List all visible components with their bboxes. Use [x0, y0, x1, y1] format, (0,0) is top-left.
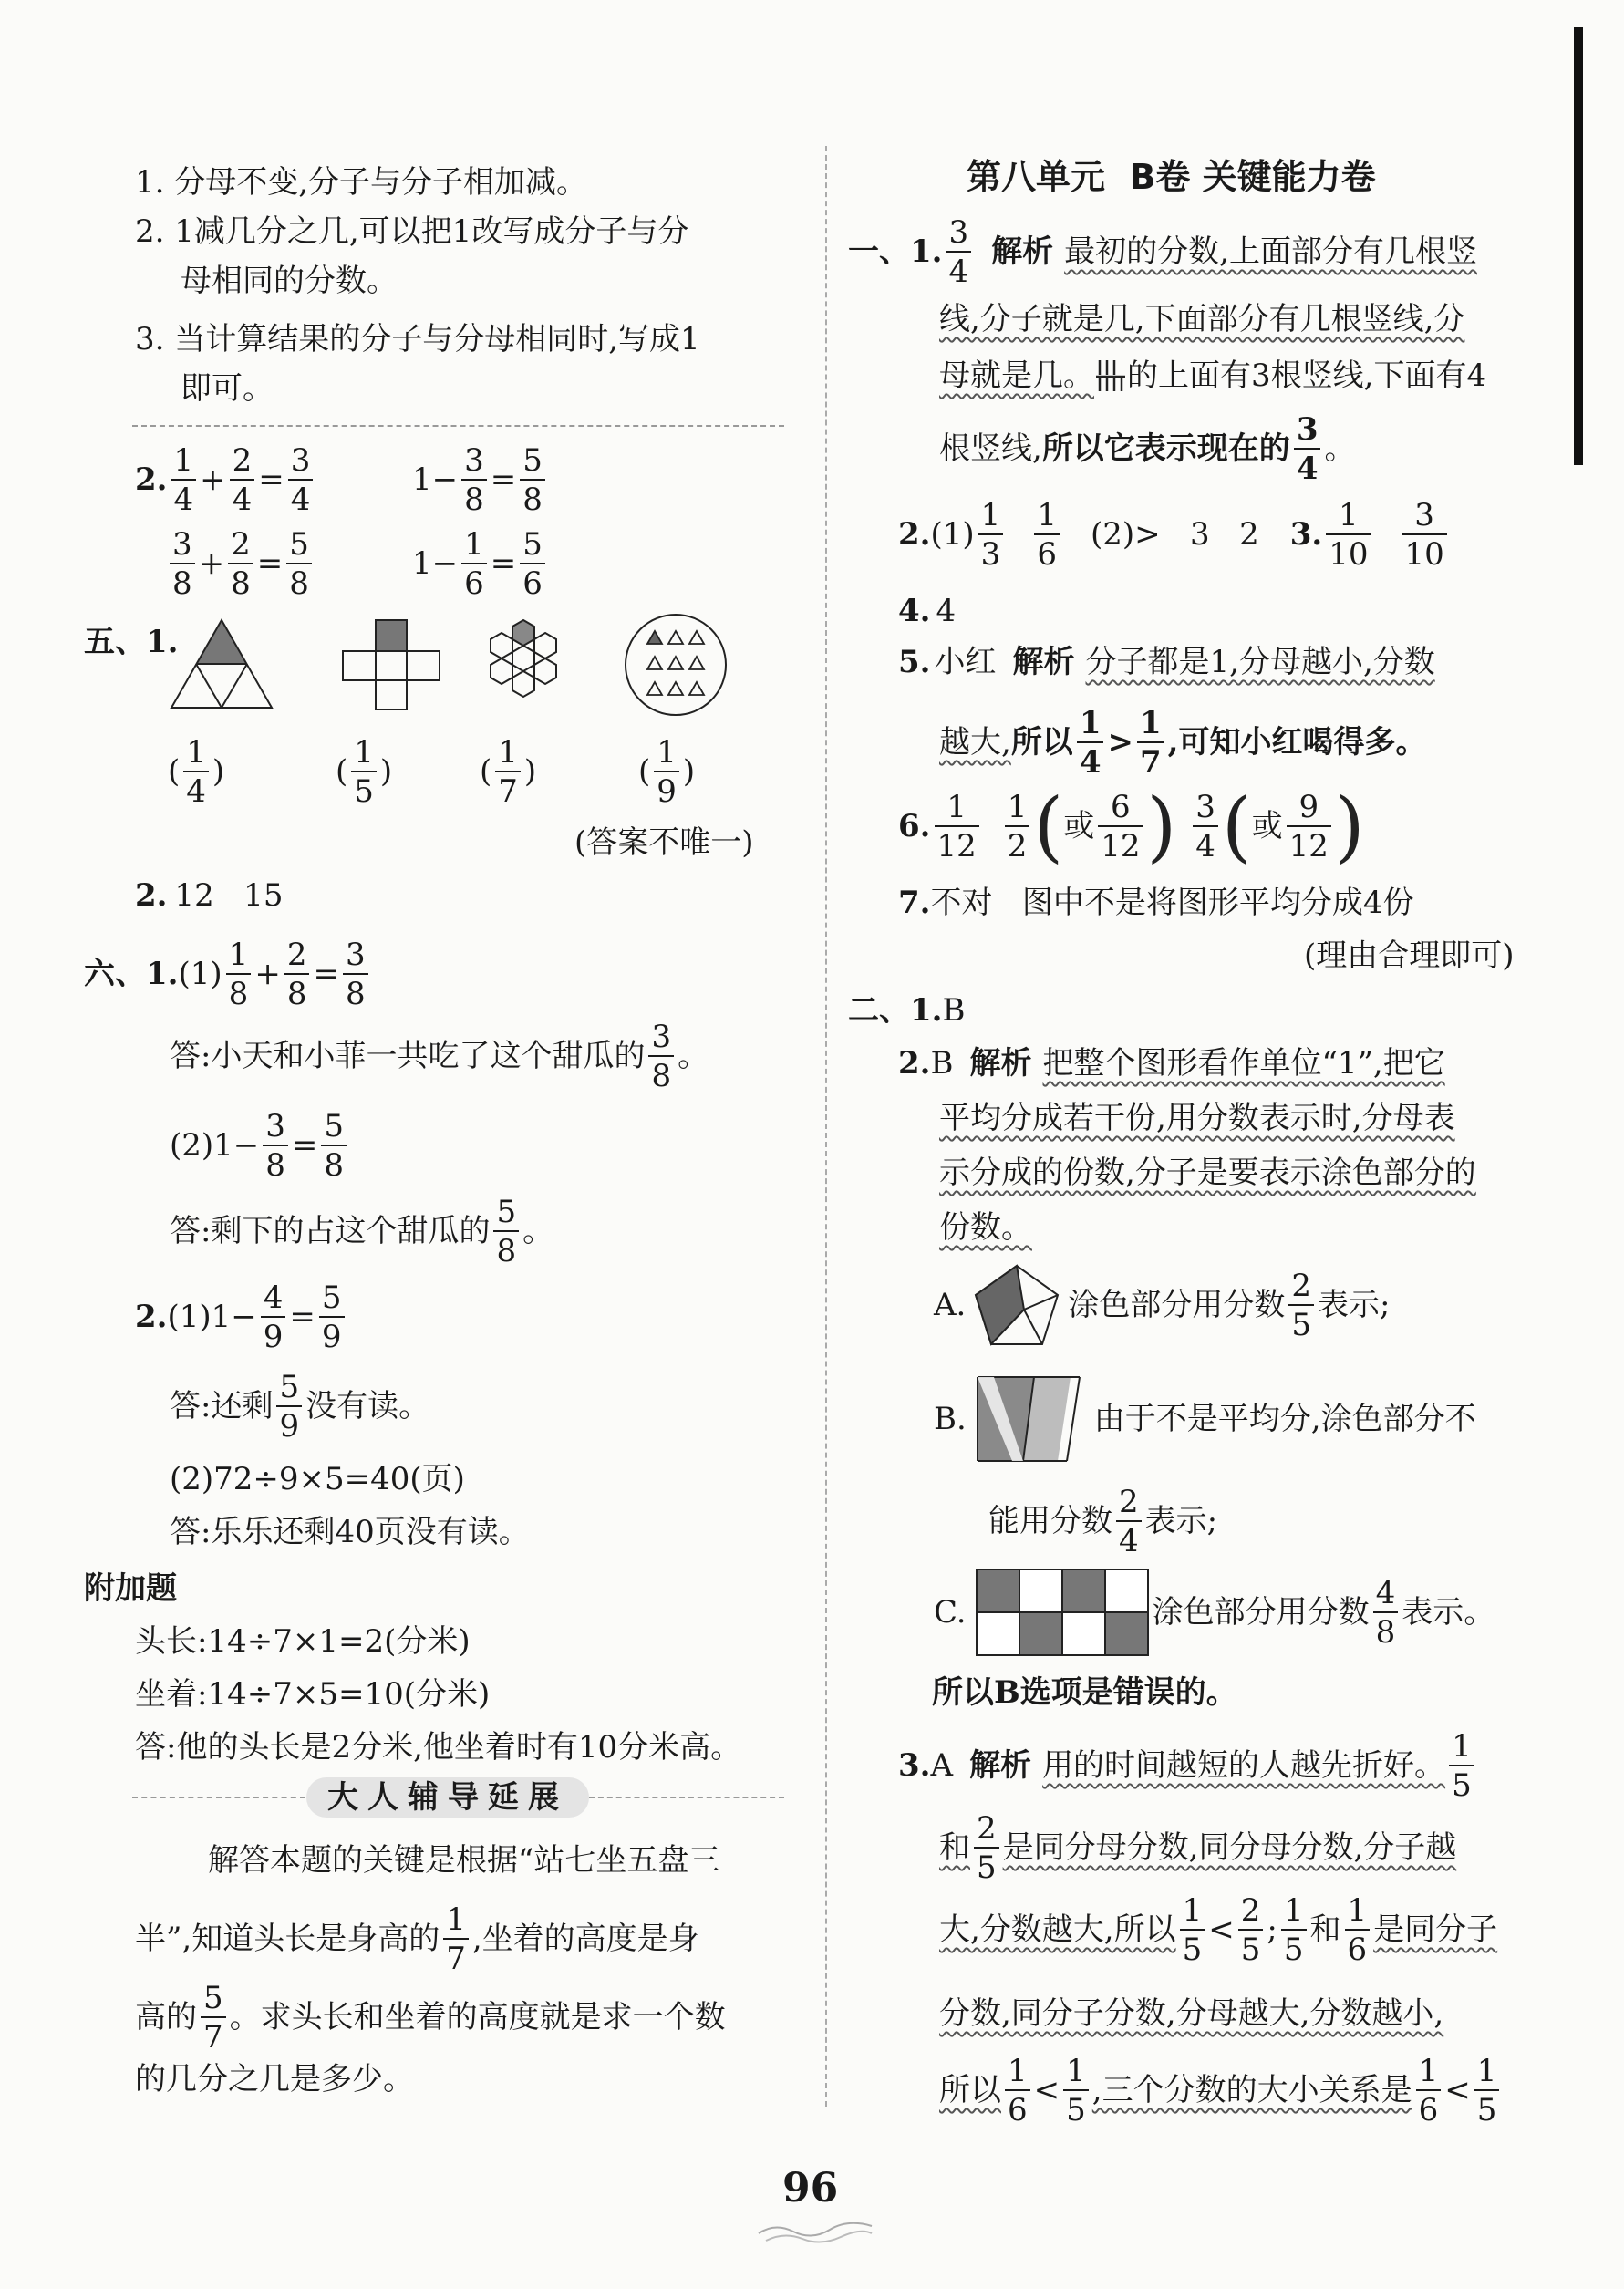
- answer-line: 答:小天和小菲一共吃了这个甜瓜的 3 8 。: [170, 1019, 709, 1094]
- extra-title: 附加题: [84, 1570, 177, 1607]
- extra-line: 答:他的头长是2分米,他坐着时有10分米高。: [135, 1729, 742, 1766]
- dashed-separator: [589, 1797, 784, 1798]
- option-a: A. 涂色部分用分数 2 5 表示;: [934, 1262, 1390, 1348]
- equation: 2. (1)1− $\frac{4}{9}$ = $\frac{5}{9}$: [135, 1282, 348, 1352]
- answer-line: 2. (1) 1 3 1 6 (2)> 3 2 3. 1 10 3 10: [898, 500, 1451, 570]
- triangle-figure: [168, 616, 275, 711]
- hexagon-figure: [480, 616, 567, 711]
- checker-grid-figure: [976, 1569, 1149, 1656]
- answer-line: 一、1. 3 4 解析 最初的分数,上面部分有几根竖: [848, 214, 1477, 290]
- circle-triangles-figure: [622, 611, 729, 719]
- answer-line: 2. B 解析 把整个图形看作单位“1”,把它: [898, 1045, 1445, 1082]
- equation: 3 8 + $\frac{2}{8}$ = $\frac{5}{8}$: [166, 529, 315, 599]
- page-title: 第八单元 B卷 关键能力卷: [967, 157, 1376, 197]
- explain-line: 所以 1 6 < 1 5 ,三个分数的大小关系是 1 6 < 1 5: [939, 2056, 1503, 2126]
- explain-line: 根竖线, 所以它表示现在的 3 4 。: [939, 411, 1356, 487]
- dashed-separator: [132, 1797, 305, 1798]
- cross-net-figure: [339, 618, 449, 711]
- extra-line: 头长:14÷7×1=2(分米): [135, 1623, 471, 1660]
- conclusion: 所以B选项是错误的。: [932, 1674, 1237, 1711]
- answer-fraction: ( 1 9 ): [638, 734, 696, 810]
- answer-note: (答案不唯一): [574, 824, 754, 861]
- explain-line: 分数,同分子分数,分母越大,分数越小,: [939, 1995, 1444, 2032]
- explain-line: 份数。: [939, 1209, 1032, 1246]
- option-b-line: 能用分数 2 4 表示;: [988, 1484, 1218, 1559]
- answer-fraction: ( 1 4 ): [168, 734, 225, 810]
- ext-line: 高的 5 7 。求头长和坐着的高度就是求一个数: [135, 1980, 726, 2056]
- ext-line: 的几分之几是多少。: [135, 2061, 414, 2097]
- page-number: 96: [782, 2165, 839, 2211]
- answer-line: 7. 不对 图中不是将图形平均分成4份: [898, 885, 1414, 921]
- equation: 1− $\frac{1}{6}$ = $\frac{5}{6}$: [412, 529, 549, 599]
- equation: 六、1. (1) 1 8 + $\frac{2}{8}$ = $\frac{3}{8}$: [84, 939, 372, 1010]
- answer-line: 3. A 解析 用的时间越短的人越先折好。 1 5: [898, 1731, 1478, 1801]
- wave-ornament: [757, 2216, 875, 2253]
- ext-line: 解答本题的关键是根据“站七坐五盘三: [208, 1842, 720, 1879]
- answer-fraction: ( 1 5 ): [336, 734, 393, 810]
- answer-line: 二、1. B: [848, 992, 966, 1029]
- equation: (2)72÷9×5=40(页): [170, 1461, 465, 1497]
- answer-line: 6. 1 12 1 2 ( 或 6 12 ) 3 4 ( 或 9 12 ): [898, 782, 1365, 871]
- explain-line: 和 2 5 是同分母分数,同分母分数,分子越: [939, 1810, 1457, 1886]
- explain-line: 线,分子就是几,下面部分有几根竖线,分: [939, 301, 1465, 337]
- explain-line: 大,分数越大,所以 1 5 < 2 5 ; 1 5 和 1 6 是同分子: [939, 1892, 1498, 1968]
- answer-line: 答:剩下的占这个甜瓜的 5 8 。: [170, 1194, 554, 1269]
- answer-line: 4. 4: [898, 593, 957, 629]
- option-b: B. 由于不是平均分,涂色部分不: [934, 1375, 1476, 1463]
- tutor-banner: 大人辅导延展: [306, 1777, 589, 1818]
- column-divider: [825, 146, 827, 2107]
- explain-line: 越大, 所以 1 4 > 1 7 ,可知小红喝得多。: [939, 705, 1427, 781]
- note-line: 3. 当计算结果的分子与分母相同时,写成1: [135, 321, 700, 357]
- explain-line: 母就是几。 的上面有3根竖线,下面有4: [939, 357, 1487, 394]
- dashed-separator: [132, 425, 784, 427]
- tally-marks-icon: [1096, 358, 1125, 393]
- question-number: 2.: [135, 461, 168, 499]
- option-c: C. 涂色部分用分数 4 8 表示。: [934, 1569, 1495, 1656]
- equation: 1− $\frac{3}{8}$ = $\frac{5}{8}$: [412, 445, 549, 515]
- note-line: 1. 分母不变,分子与分子相加减。: [135, 164, 588, 201]
- extra-line: 坐着:14÷7×5=10(分米): [135, 1676, 491, 1713]
- ext-line: 半”,知道头长是身高的 1 7 ,坐着的高度是身: [135, 1901, 699, 1977]
- answer-line: 答:乐乐还剩40页没有读。: [170, 1514, 530, 1550]
- note-line: 即可。: [181, 370, 274, 407]
- explain-line: 示分成的份数,分子是要表示涂色部分的: [939, 1155, 1476, 1191]
- explain-line: 平均分成若干份,用分数表示时,分母表: [939, 1100, 1455, 1136]
- note-line: 母相同的分数。: [181, 263, 398, 299]
- note-line: 2. 1减几分之几,可以把1改写成分子与分: [135, 213, 689, 250]
- answer-line: 答:还剩 5 9 没有读。: [170, 1369, 430, 1445]
- answer-line: 5. 小红 解析 分子都是1,分母越小,分数: [898, 644, 1435, 680]
- equation: 2. 1 4 + $\frac{2}{4}$ = $\frac{3}{4}$: [135, 445, 316, 515]
- section-label: 五、1.: [84, 624, 179, 660]
- equation: (2)1− $\frac{3}{8}$ = $\frac{5}{8}$: [170, 1111, 350, 1181]
- answer-line: 2. 12 15: [135, 877, 284, 914]
- answer-note: (理由合理即可): [1304, 937, 1515, 974]
- pentagon-figure: [971, 1262, 1062, 1348]
- edge-mark: [1574, 27, 1583, 465]
- split-rectangle-figure: [976, 1375, 1081, 1463]
- answer-fraction: ( 1 7 ): [480, 734, 537, 810]
